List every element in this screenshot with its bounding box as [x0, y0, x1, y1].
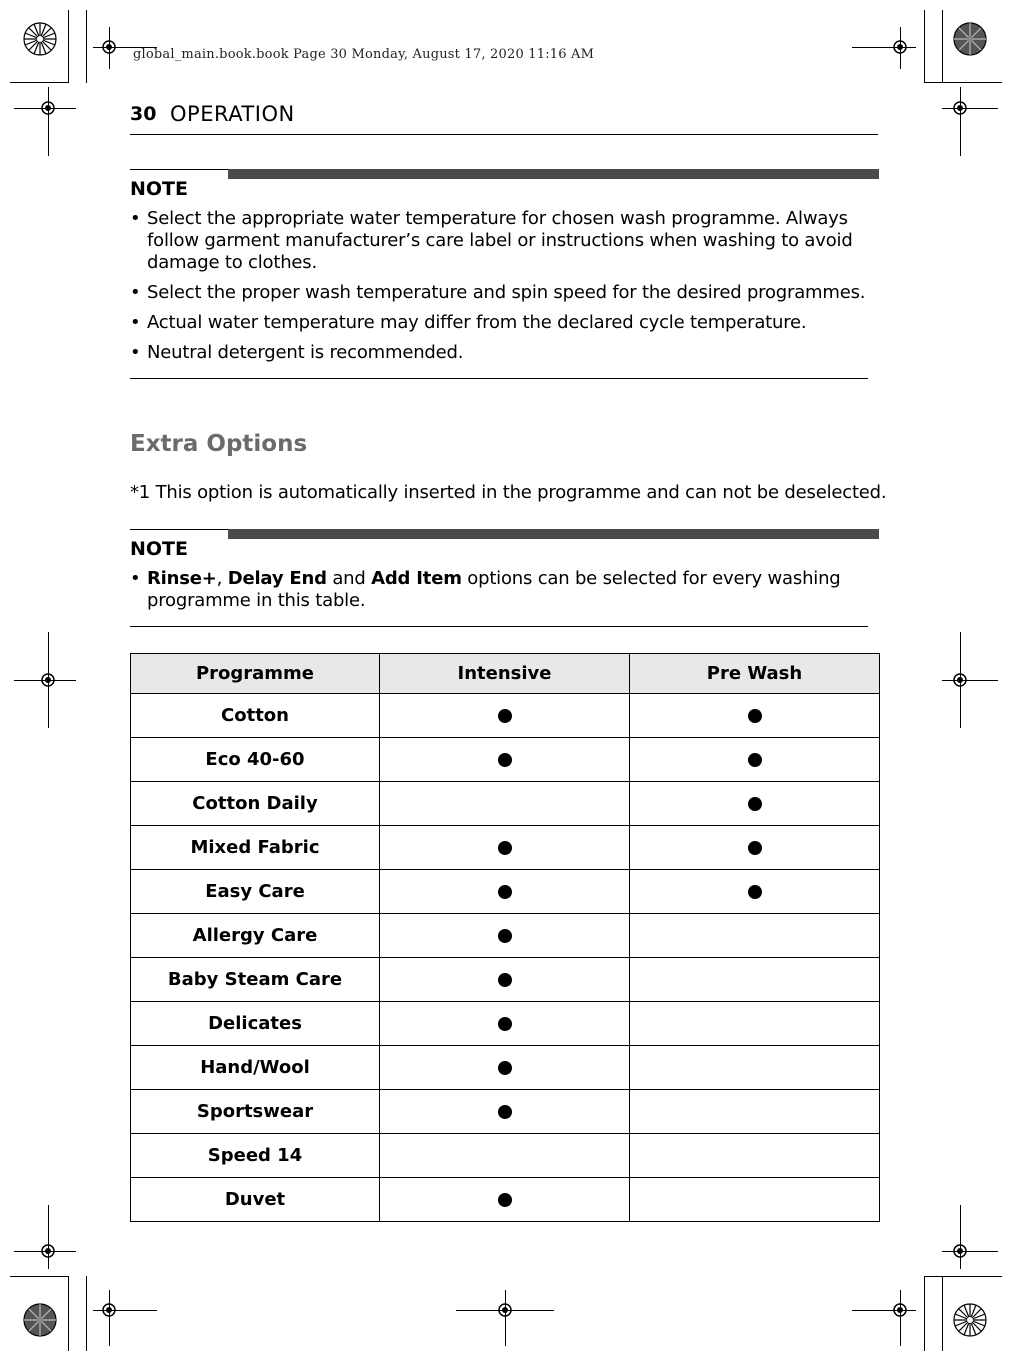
intensive-cell — [380, 958, 630, 1002]
programme-cell: Duvet — [131, 1178, 380, 1222]
note-end-rule — [130, 378, 868, 379]
note-label: NOTE — [130, 178, 188, 200]
available-dot-icon — [498, 841, 512, 855]
programme-cell: Sportswear — [131, 1090, 380, 1134]
available-dot-icon — [748, 841, 762, 855]
available-dot-icon — [498, 1105, 512, 1119]
programme-cell: Speed 14 — [131, 1134, 380, 1178]
available-dot-icon — [498, 929, 512, 943]
intensive-cell — [380, 1002, 630, 1046]
page-number: 30 — [130, 103, 157, 125]
registration-target-icon — [98, 36, 120, 58]
table-row — [131, 782, 880, 826]
available-dot-icon — [748, 709, 762, 723]
section-title: Extra Options — [130, 431, 308, 457]
registration-target-icon — [949, 669, 971, 691]
registration-target-icon — [37, 1240, 59, 1262]
column-header-pre-wash: Pre Wash — [630, 654, 880, 694]
note-bar — [228, 169, 879, 179]
programme-cell: Allergy Care — [131, 914, 380, 958]
header-rule — [130, 134, 878, 135]
option-rinse-plus: Rinse+ — [147, 568, 217, 589]
pre-wash-cell — [630, 1002, 880, 1046]
registration-target-icon — [889, 1299, 911, 1321]
intensive-cell — [380, 870, 630, 914]
color-wheel-icon — [953, 1303, 987, 1337]
programme-cell: Mixed Fabric — [131, 826, 380, 870]
available-dot-icon — [498, 1061, 512, 1075]
pre-wash-cell — [630, 1134, 880, 1178]
note-bar — [228, 529, 879, 539]
available-dot-icon — [498, 885, 512, 899]
pre-wash-cell — [630, 782, 880, 826]
programme-cell: Easy Care — [131, 870, 380, 914]
available-dot-icon — [748, 797, 762, 811]
note-label: NOTE — [130, 538, 188, 560]
intensive-cell — [380, 1178, 630, 1222]
programme-cell: Baby Steam Care — [131, 958, 380, 1002]
color-wheel-icon — [23, 22, 57, 56]
table-row — [131, 1134, 880, 1178]
column-header-intensive: Intensive — [380, 654, 630, 694]
note-end-rule — [130, 626, 868, 627]
table-row — [131, 826, 880, 870]
programme-cell: Cotton — [131, 694, 380, 738]
available-dot-icon — [498, 753, 512, 767]
pre-wash-cell — [630, 914, 880, 958]
registration-target-icon — [889, 36, 911, 58]
table-row — [131, 738, 880, 782]
intensive-cell — [380, 1046, 630, 1090]
pre-wash-cell — [630, 958, 880, 1002]
registration-target-icon — [37, 669, 59, 691]
option-add-item: Add Item — [371, 568, 462, 589]
table-row — [131, 1046, 880, 1090]
table-row — [131, 1002, 880, 1046]
note-list — [130, 208, 878, 372]
registration-target-icon — [37, 97, 59, 119]
pre-wash-cell — [630, 694, 880, 738]
available-dot-icon — [498, 1193, 512, 1207]
pre-wash-cell — [630, 870, 880, 914]
registration-target-icon — [494, 1299, 516, 1321]
programme-cell: Cotton Daily — [131, 782, 380, 826]
list-item: • Select the proper wash temperature and spin speed for the desired programmes. — [130, 282, 878, 304]
available-dot-icon — [498, 709, 512, 723]
programme-cell: Eco 40-60 — [131, 738, 380, 782]
list-item: • Select the appropriate water temperature for chosen wash programme. Always follow garment manufacturer’s care label or instructions when washing to avoid damage to clothes. — [130, 208, 878, 274]
pre-wash-cell — [630, 1178, 880, 1222]
intensive-cell — [380, 914, 630, 958]
available-dot-icon — [748, 885, 762, 899]
intensive-cell — [380, 826, 630, 870]
table-row — [131, 914, 880, 958]
registration-target-icon — [98, 1299, 120, 1321]
option-delay-end: Delay End — [227, 568, 327, 589]
note-list — [130, 568, 850, 620]
intensive-cell — [380, 738, 630, 782]
pre-wash-cell — [630, 1046, 880, 1090]
intensive-cell — [380, 1090, 630, 1134]
footnote: *1 This option is automatically inserted in the programme and can not be deselected. — [130, 482, 887, 503]
intensive-cell — [380, 694, 630, 738]
color-wheel-icon — [953, 22, 987, 56]
note-rule — [130, 169, 228, 170]
pre-wash-cell — [630, 738, 880, 782]
table-row — [131, 958, 880, 1002]
table-row — [131, 870, 880, 914]
column-header-programme: Programme — [131, 654, 380, 694]
pre-wash-cell — [630, 1090, 880, 1134]
table-body — [131, 694, 880, 1222]
color-wheel-icon — [23, 1303, 57, 1337]
list-item: • Neutral detergent is recommended. — [130, 342, 878, 364]
intensive-cell — [380, 782, 630, 826]
registration-target-icon — [949, 1240, 971, 1262]
programme-cell: Delicates — [131, 1002, 380, 1046]
available-dot-icon — [498, 973, 512, 987]
available-dot-icon — [498, 1017, 512, 1031]
available-dot-icon — [748, 753, 762, 767]
page-title: OPERATION — [170, 102, 295, 126]
pre-wash-cell — [630, 826, 880, 870]
note-rule — [130, 529, 228, 530]
programme-cell: Hand/Wool — [131, 1046, 380, 1090]
table-row — [131, 694, 880, 738]
table-row — [131, 1090, 880, 1134]
table-row — [131, 1178, 880, 1222]
list-item: • Rinse+, Delay End and Add Item options can be selected for every washing programme in this table. — [130, 568, 850, 612]
registration-target-icon — [949, 97, 971, 119]
intensive-cell — [380, 1134, 630, 1178]
table-header-row — [131, 654, 880, 694]
options-table — [130, 653, 880, 1222]
print-slug: global_main.book.book Page 30 Monday, August 17, 2020 11:16 AM — [133, 47, 595, 62]
list-item: • Actual water temperature may differ from the declared cycle temperature. — [130, 312, 878, 334]
